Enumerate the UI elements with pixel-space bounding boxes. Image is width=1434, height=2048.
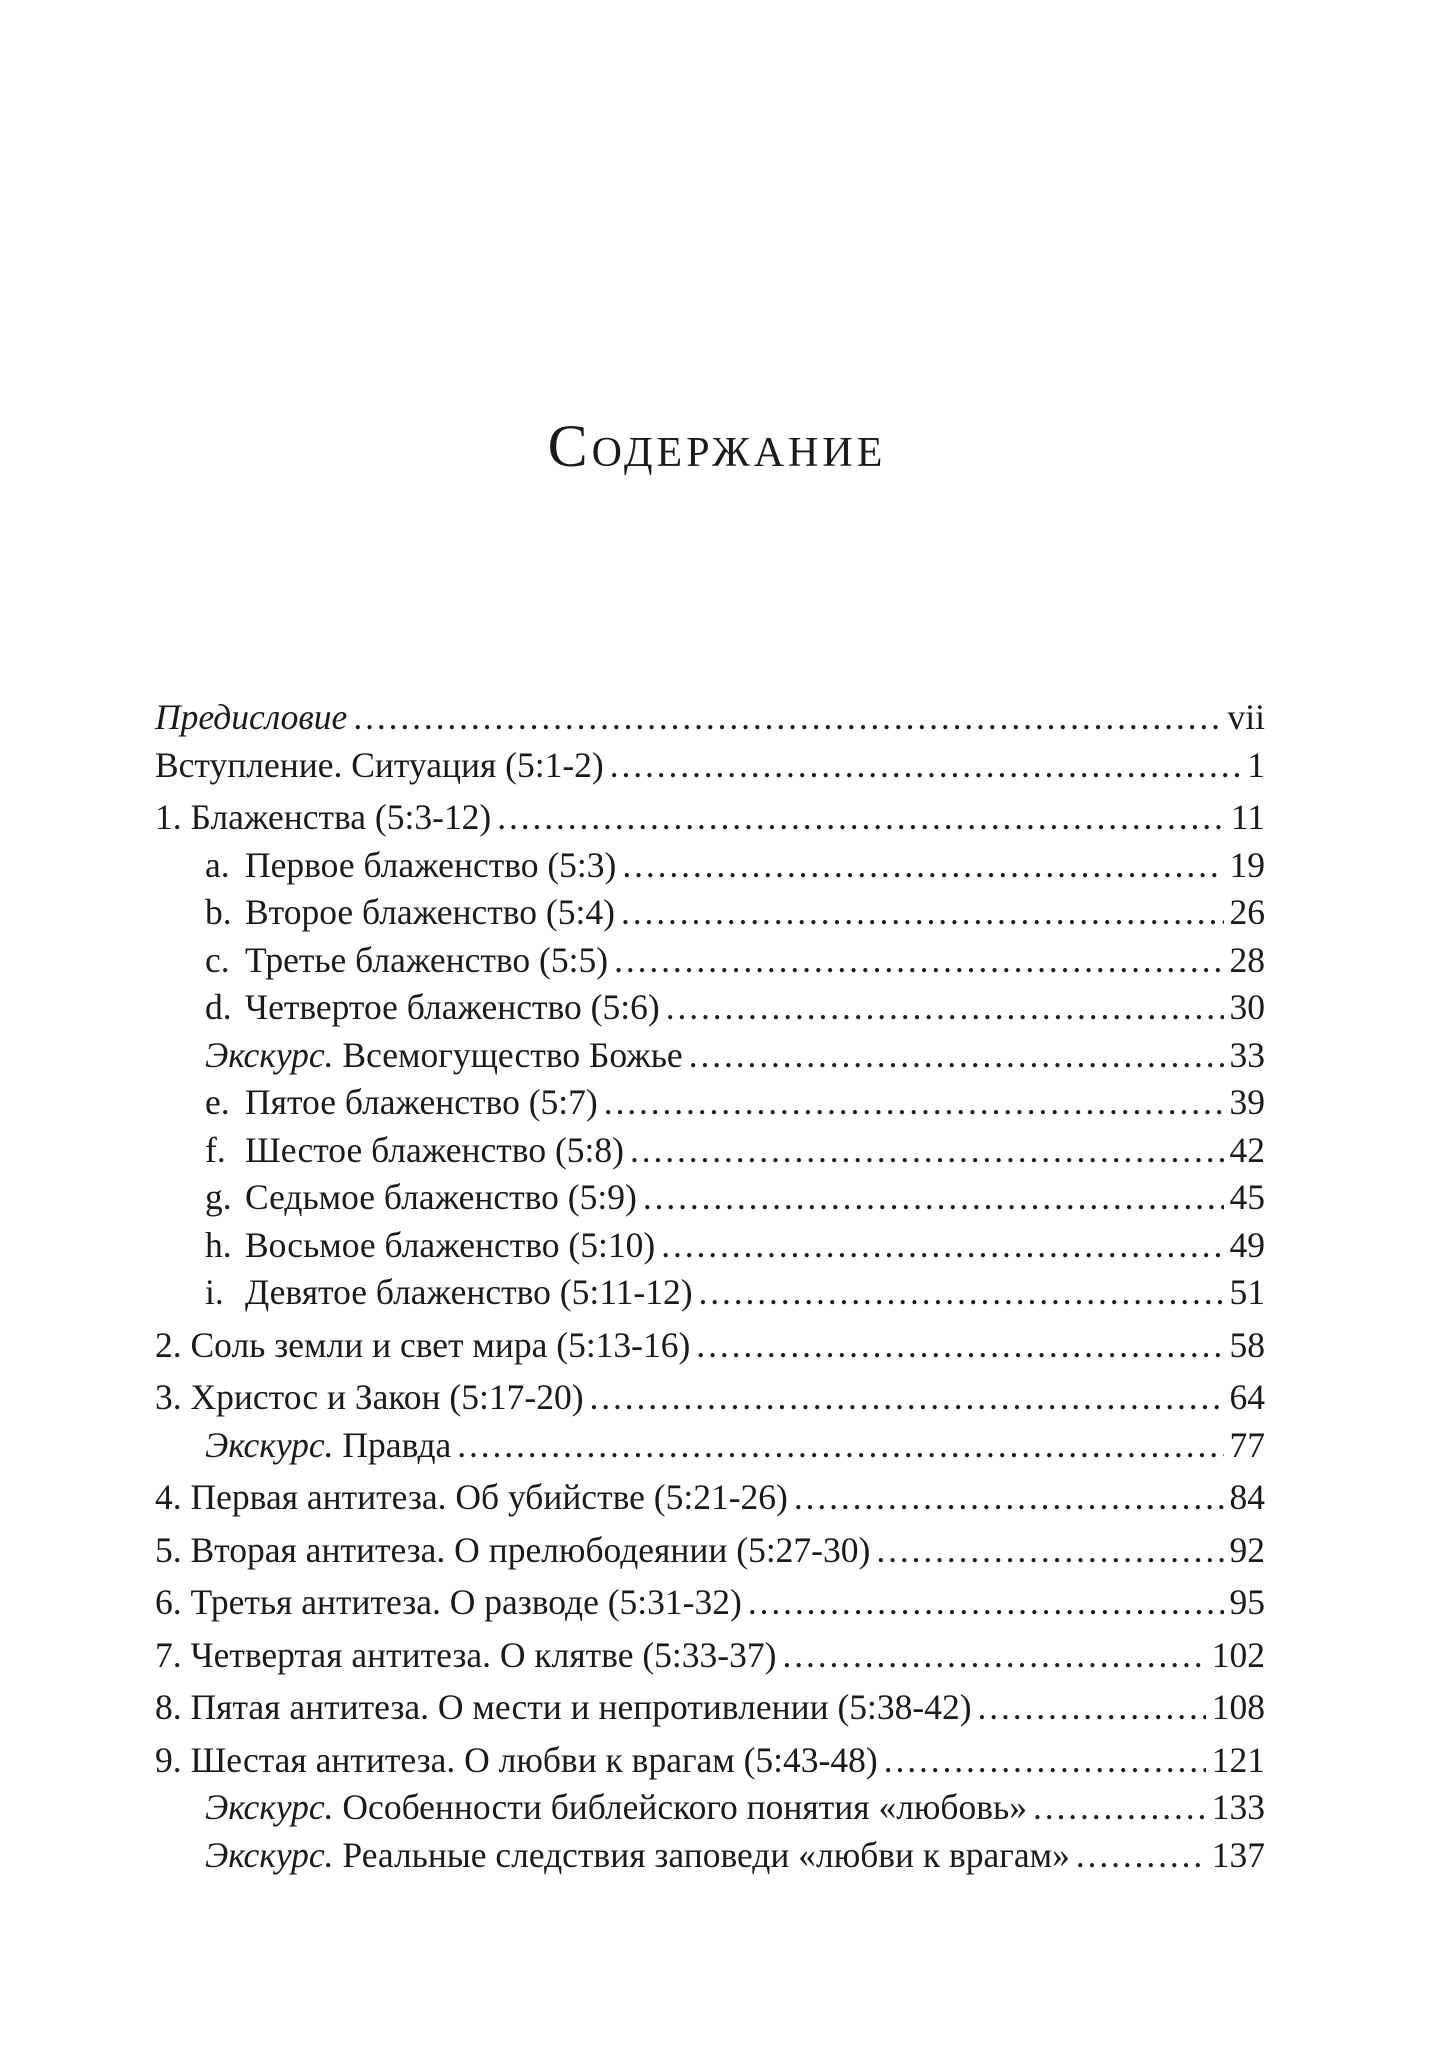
toc-entry-title: [205, 1174, 637, 1222]
toc-entry-text: 1. Блаженства (5:3-12): [155, 797, 492, 837]
toc-entry-text: 2. Соль земли и свет мира (5:13-16): [155, 1324, 691, 1365]
dot-leader: [782, 1632, 1205, 1680]
toc-entry[interactable]: [155, 1474, 1265, 1522]
toc-entry[interactable]: [155, 842, 1265, 890]
toc-entry-title: [155, 742, 604, 790]
toc-entry[interactable]: [155, 1269, 1265, 1317]
toc-entry-marker: e.: [205, 1082, 230, 1122]
toc-page-number: 137: [1211, 1834, 1265, 1875]
toc-entry[interactable]: [155, 1374, 1265, 1422]
toc-entry-title: [155, 1474, 788, 1522]
toc-entry[interactable]: [155, 1422, 1265, 1470]
dot-leader: [794, 1474, 1224, 1522]
dot-leader: [353, 694, 1221, 742]
toc-entry-marker: a.: [205, 844, 230, 885]
dot-leader: [630, 1127, 1224, 1175]
toc-page-number: 64: [1229, 1377, 1265, 1417]
dot-leader: [604, 1079, 1224, 1127]
toc-entry-italic-lead: Экскурс.: [205, 1424, 334, 1465]
toc-entry-marker: i.: [205, 1272, 224, 1312]
toc-entry-title: [155, 1632, 776, 1680]
toc-entry[interactable]: [155, 984, 1265, 1032]
toc-entry-text: 6. Третья антитеза. О разводе (5:31-32): [155, 1582, 742, 1622]
dot-leader: [643, 1174, 1224, 1222]
toc-page-number: 33: [1229, 1034, 1265, 1075]
toc-entry[interactable]: [155, 937, 1265, 985]
toc-entry-text: Девятое блаженство (5:11-12): [245, 1272, 693, 1312]
toc-page-number: 26: [1229, 892, 1265, 932]
toc-entry[interactable]: [155, 1527, 1265, 1575]
toc-page-number: 19: [1229, 844, 1265, 885]
toc-entry-text: Шестое блаженство (5:8): [245, 1129, 624, 1170]
toc-page-number: 1: [1247, 744, 1265, 785]
toc-entry-marker: h.: [205, 1224, 232, 1265]
toc-entry-title: [205, 1222, 655, 1270]
toc-entry[interactable]: [155, 1684, 1265, 1732]
toc-page-number: 77: [1229, 1424, 1265, 1465]
toc-page-number: 58: [1229, 1324, 1265, 1365]
toc-entry-text: Первое блаженство (5:3): [245, 844, 617, 885]
dot-leader: [1076, 1832, 1206, 1880]
toc-page-number: 28: [1229, 939, 1265, 980]
toc-page-number: 45: [1229, 1177, 1265, 1217]
dot-leader: [666, 984, 1224, 1032]
toc-entry-marker: g.: [205, 1177, 232, 1217]
toc-entry-text: 5. Вторая антитеза. О прелюбодеянии (5:27-30): [155, 1529, 871, 1570]
toc-entry[interactable]: [155, 1784, 1265, 1832]
toc-entry-title: [205, 1032, 683, 1080]
toc-entry-title: [205, 1079, 598, 1127]
dot-leader: [457, 1422, 1223, 1470]
toc-entry-title: [205, 889, 615, 937]
toc-entry[interactable]: [155, 889, 1265, 937]
toc-entry[interactable]: [155, 1322, 1265, 1370]
toc-entry-italic-lead: Экскурс.: [205, 1787, 334, 1827]
toc-entry[interactable]: [155, 1127, 1265, 1175]
dot-leader: [661, 1222, 1223, 1270]
toc-entry-text: Седьмое блаженство (5:9): [245, 1177, 637, 1217]
toc-page-number: vii: [1227, 697, 1265, 737]
toc-entry[interactable]: [155, 694, 1265, 742]
toc-entry-italic-lead: Экскурс.: [205, 1834, 334, 1875]
toc-page-number: 51: [1229, 1272, 1265, 1312]
dot-leader: [876, 1527, 1223, 1575]
toc-entry-text: 3. Христос и Закон (5:17-20): [155, 1377, 584, 1417]
toc-entry-marker: d.: [205, 987, 232, 1027]
toc-entry-title: [205, 842, 616, 890]
toc-page-number: 84: [1229, 1477, 1265, 1517]
dot-leader: [748, 1579, 1224, 1627]
dot-leader: [884, 1737, 1206, 1785]
toc-page-number: 42: [1229, 1129, 1265, 1170]
dot-leader: [689, 1032, 1224, 1080]
table-of-contents: [155, 694, 1265, 1879]
toc-page-number: 30: [1229, 987, 1265, 1027]
toc-entry-text: Особенности библейского понятия «любовь»: [333, 1787, 1027, 1827]
toc-page-number: 121: [1211, 1739, 1265, 1780]
toc-entry-text: Восьмое блаженство (5:10): [245, 1224, 656, 1265]
toc-entry-title: [155, 1737, 878, 1785]
dot-leader: [621, 889, 1224, 937]
toc-page-number: 95: [1229, 1582, 1265, 1622]
toc-page-number: 102: [1211, 1634, 1265, 1675]
toc-entry[interactable]: [155, 1032, 1265, 1080]
toc-entry-italic-lead: Предисловие: [155, 697, 348, 737]
dot-leader: [699, 1269, 1224, 1317]
toc-entry[interactable]: [155, 1222, 1265, 1270]
toc-entry-title: [155, 1322, 690, 1370]
toc-entry-title: [155, 694, 347, 742]
toc-entry-text: Второе блаженство (5:4): [245, 892, 615, 932]
toc-entry[interactable]: [155, 1079, 1265, 1127]
toc-page-number: 133: [1211, 1787, 1265, 1827]
toc-entry-title: [155, 1579, 742, 1627]
toc-entry[interactable]: [155, 1737, 1265, 1785]
dot-leader: [1033, 1784, 1206, 1832]
toc-entry-title: [155, 1374, 584, 1422]
toc-page-number: 92: [1229, 1529, 1265, 1570]
toc-entry-text: Четвертое блаженство (5:6): [245, 987, 660, 1027]
dot-leader: [614, 937, 1223, 985]
toc-entry-title: [205, 1127, 624, 1175]
toc-entry-title: [205, 1422, 451, 1470]
toc-entry-title: [205, 1784, 1027, 1832]
toc-entry-title: [155, 1684, 972, 1732]
toc-entry-text: Вступление. Ситуация (5:1-2): [155, 744, 604, 785]
toc-entry-text: Правда: [333, 1424, 452, 1465]
toc-entry-title: [155, 794, 491, 842]
dot-leader: [622, 842, 1223, 890]
dot-leader: [978, 1684, 1206, 1732]
toc-entry-text: Реальные следствия заповеди «любви к врагам»: [333, 1834, 1070, 1875]
toc-entry[interactable]: [155, 1832, 1265, 1880]
dot-leader: [610, 742, 1242, 790]
toc-entry[interactable]: [155, 1174, 1265, 1222]
toc-entry-text: Пятое блаженство (5:7): [245, 1082, 598, 1122]
toc-entry-text: 4. Первая антитеза. Об убийстве (5:21-26): [155, 1477, 788, 1517]
toc-entry-title: [205, 937, 608, 985]
toc-entry[interactable]: [155, 1579, 1265, 1627]
toc-entry-text: Третье блаженство (5:5): [245, 939, 609, 980]
toc-entry-title: [205, 1269, 693, 1317]
toc-entry-text: 9. Шестая антитеза. О любви к врагам (5:43-48): [155, 1739, 878, 1780]
toc-page-number: 108: [1211, 1687, 1265, 1727]
toc-entry-text: Всемогущество Божье: [333, 1034, 683, 1075]
toc-entry-title: [205, 1832, 1070, 1880]
toc-entry[interactable]: [155, 742, 1265, 790]
dot-leader: [696, 1322, 1223, 1370]
page-title: Содержание: [547, 413, 887, 479]
toc-page-number: 11: [1230, 797, 1265, 837]
toc-entry-marker: f.: [205, 1129, 226, 1170]
toc-entry-italic-lead: Экскурс.: [205, 1034, 334, 1075]
toc-entry-text: 8. Пятая антитеза. О мести и непротивлении (5:38-42): [155, 1687, 972, 1727]
toc-entry-text: 7. Четвертая антитеза. О клятве (5:33-37): [155, 1634, 777, 1675]
toc-entry-marker: b.: [205, 892, 232, 932]
toc-entry-title: [155, 1527, 870, 1575]
dot-leader: [590, 1374, 1224, 1422]
toc-entry-marker: c.: [205, 939, 230, 980]
dot-leader: [497, 794, 1225, 842]
toc-entry[interactable]: [155, 794, 1265, 842]
toc-page-number: 49: [1229, 1224, 1265, 1265]
toc-entry[interactable]: [155, 1632, 1265, 1680]
toc-page-number: 39: [1229, 1082, 1265, 1122]
toc-entry-title: [205, 984, 660, 1032]
